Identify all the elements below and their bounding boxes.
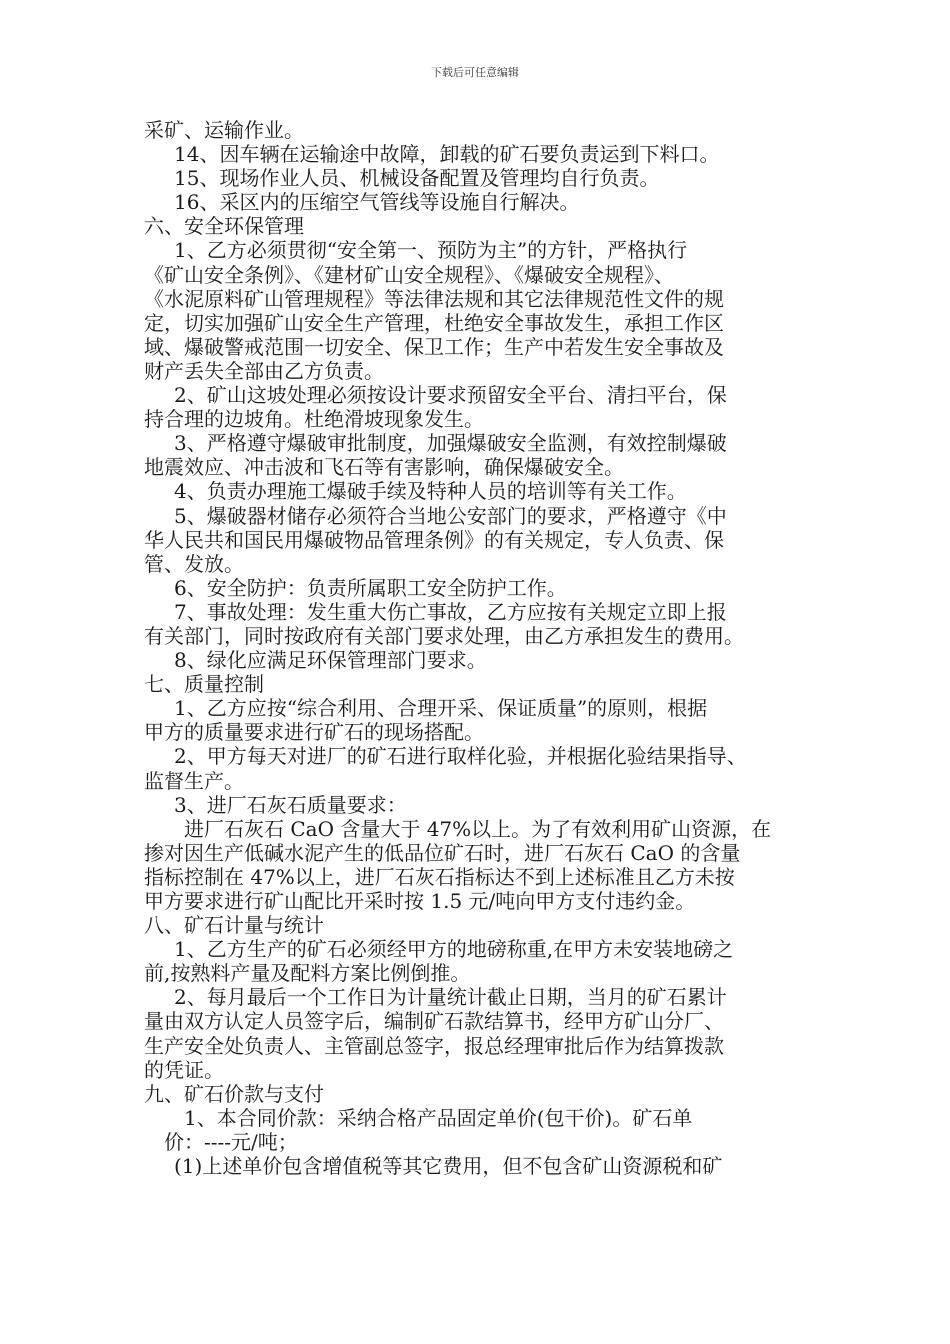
text-line: 定，切实加强矿山安全生产管理，杜绝安全事故发生，承担工作区 <box>144 310 724 335</box>
text-line: 华人民共和国民用爆破物品管理条例》的有关规定，专人负责、保 <box>144 527 724 552</box>
text-line: 进厂石灰石 CaO 含量大于 47%以上。为了有效利用矿山资源，在 <box>184 816 772 841</box>
text-line: 域、爆破警戒范围一切安全、保卫工作；生产中若发生安全事故及 <box>144 334 724 359</box>
text-line: 2、每月最后一个工作日为计量统计截止日期，当月的矿石累计 <box>174 985 727 1010</box>
text-line: 财产丢失全部由乙方负责。 <box>144 358 384 383</box>
text-line: 1、乙方生产的矿石必须经甲方的地磅称重,在甲方未安装地磅之 <box>174 937 734 962</box>
page-header-note: 下载后可任意编辑 <box>431 66 519 79</box>
text-line: 1、本合同价款：采纳合格产品固定单价(包干价)。矿石单 <box>184 1105 693 1130</box>
text-line: 价：----元/吨； <box>164 1129 298 1154</box>
text-line: 有关部门，同时按政府有关部门要求处理，由乙方承担发生的费用。 <box>144 623 744 648</box>
text-line: 的凭证。 <box>144 1057 224 1082</box>
text-line: 4、负责办理施工爆破手续及特种人员的培训等有关工作。 <box>174 479 687 504</box>
text-line: 生产安全处负责人、主管副总签字，报总经理审批后作为结算拨款 <box>144 1033 724 1058</box>
text-line: 掺对因生产低碱水泥产生的低品位矿石时，进厂石灰石 CaO 的含量 <box>144 840 741 865</box>
text-line: 《矿山安全条例》、《建材矿山安全规程》、《爆破安全规程》、 <box>144 262 674 287</box>
text-line: 1、乙方应按“综合利用、合理开采、保证质量”的原则，根据 <box>174 696 708 721</box>
text-line: 《水泥原料矿山管理规程》等法律法规和其它法律规范性文件的规 <box>144 286 724 311</box>
text-line: 2、甲方每天对进厂的矿石进行取样化验，并根据化验结果指导、 <box>174 744 747 769</box>
text-line: 量由双方认定人员签字后，编制矿石款结算书，经甲方矿山分厂、 <box>144 1009 724 1034</box>
text-line: 监督生产。 <box>144 768 244 793</box>
text-line: 8、绿化应满足环保管理部门要求。 <box>174 648 487 673</box>
text-line: 七、质量控制 <box>144 672 264 697</box>
text-line: 前,按熟料产量及配料方案比例倒推。 <box>144 961 471 986</box>
text-line: 16、采区内的压缩空气管线等设施自行解决。 <box>174 190 580 215</box>
text-line: 甲方要求进行矿山配比开采时按 1.5 元/吨向甲方支付违约金。 <box>144 889 696 913</box>
text-line: 5、爆破器材储存必须符合当地公安部门的要求，严格遵守《中 <box>174 503 727 528</box>
text-line: 15、现场作业人员、机械设备配置及管理均自行负责。 <box>174 166 660 191</box>
text-line: 7、事故处理：发生重大伤亡事故，乙方应按有关规定立即上报 <box>174 599 727 624</box>
text-line: 指标控制在 47%以上，进厂石灰石指标达不到上述标准且乙方未按 <box>144 864 735 889</box>
text-line: (1)上述单价包含增值税等其它费用，但不包含矿山资源税和矿 <box>174 1154 723 1179</box>
text-line: 持合理的边坡角。杜绝滑坡现象发生。 <box>144 407 484 432</box>
text-line: 九、矿石价款与支付 <box>144 1081 324 1106</box>
text-line: 采矿、运输作业。 <box>144 118 304 142</box>
text-line: 1、乙方必须贯彻“安全第一、预防为主”的方针，严格执行 <box>174 238 688 263</box>
document-body <box>144 118 824 1178</box>
text-line: 6、安全防护：负责所属职工安全防护工作。 <box>174 575 567 600</box>
text-line: 2、矿山这坡处理必须按设计要求预留安全平台、清扫平台，保 <box>174 383 727 408</box>
text-line: 14、因车辆在运输途中故障，卸载的矿石要负责运到下料口。 <box>174 142 720 167</box>
text-line: 3、严格遵守爆破审批制度，加强爆破安全监测，有效控制爆破 <box>174 431 727 456</box>
text-line: 甲方的质量要求进行矿石的现场搭配。 <box>144 720 484 745</box>
text-line: 3、进厂石灰石质量要求： <box>174 792 407 817</box>
text-line: 八、矿石计量与统计 <box>144 913 324 938</box>
text-line: 管、发放。 <box>144 551 244 576</box>
text-line: 地震效应、冲击波和飞石等有害影响，确保爆破安全。 <box>144 455 624 480</box>
text-line: 六、安全环保管理 <box>144 214 304 239</box>
